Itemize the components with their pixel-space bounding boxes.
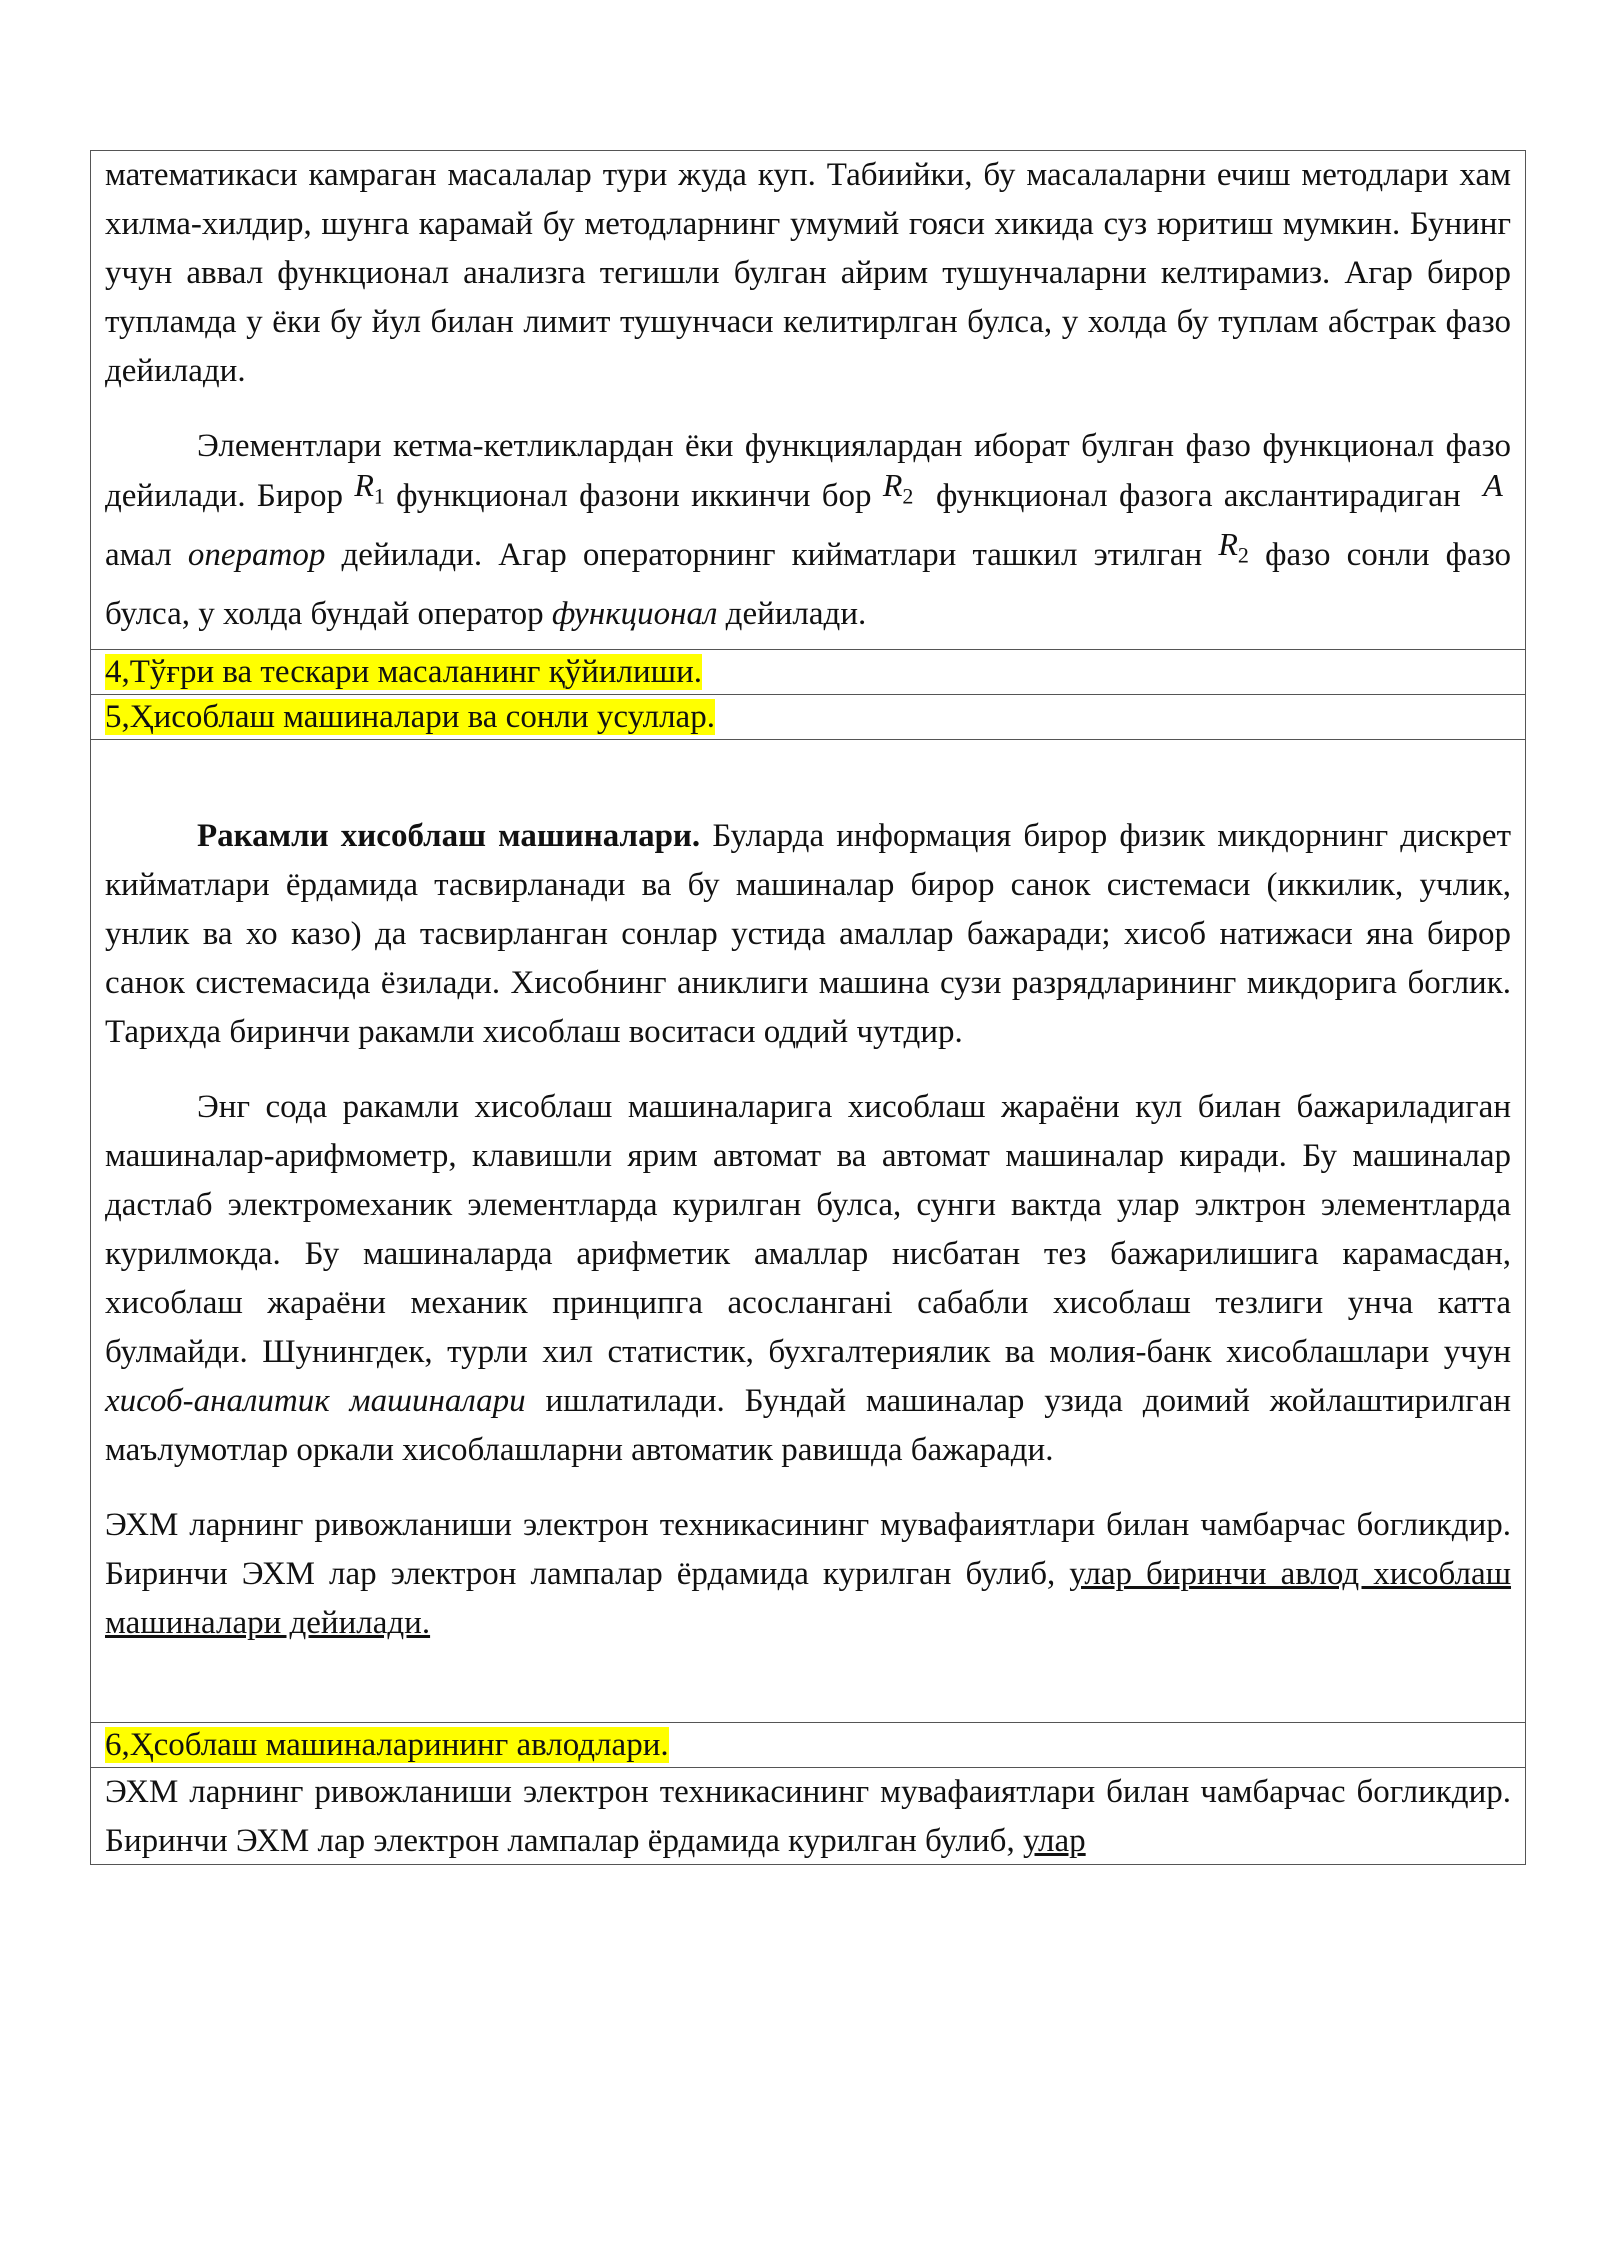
text-span: Элементлари кетма-кетликлардан ёки функциялардан иборат булган фазо функционал фазо дейилади. Бирор [105,428,1511,514]
heading-cell-5 [91,694,1526,739]
paragraph-ehm-generations [105,1768,1511,1864]
underlined-text: улар [1022,1822,1086,1859]
text-span: фазо сонли фазо булса, у холда бундай оператор [105,537,1512,632]
math-a: A [1483,467,1503,503]
math-subscript: 2 [1237,542,1249,568]
text-span: функционал фазога акслантирадиган [936,478,1461,514]
term-digital-machines: Ракамли хисоблаш машиналари. [197,817,701,854]
text-span: ЭХМ ларнинг ривожланиши электрон техникасининг мувафаиятлари билан чамбарчас богликдир. Биринчи ЭХМ лар электрон лампалар ёрдамида курилган булиб, [105,1773,1511,1859]
text-cell-generations [91,1767,1526,1864]
math-r2 [882,467,914,509]
math-subscript: 1 [373,483,385,509]
table-row [91,649,1526,694]
heading-5: 5,Ҳисоблаш машиналари ва сонли усуллар. [105,698,715,735]
text-cell-digital-machines [91,739,1526,1722]
table-row [91,1767,1526,1864]
table-row [91,739,1526,1722]
text-span: Энг сода ракамли хисоблаш машиналарига хисоблаш жараёни кул билан бажариладиган машиналар-арифмометр, клавишли ярим автомат ва автомат машиналар киради. Бу машиналар дастлаб электромеханик элементларда курилган булса, сунги вактда улар элктрон элементларда курилмокда. Бу машиналарда арифметик амаллар нисбатан тез бажарилишига карамасдан, хисоблаш жараёни механик принципга асосланганi сабабли хисоблаш тезлиги унча катта булмайди. Шунингдек, турли хил статистик, бухгалтериялик ва молия-банк хисоблашлари учун [105,1088,1511,1370]
text-span: ишлатилади. Бундай машиналар узида доимий жойлаштирилган маълумотлар оркали хисоблашларни автоматик равишда бажаради. [105,1382,1512,1468]
text-span: амал [105,537,172,574]
math-letter: R [882,467,903,503]
text-span: функционал фазони иккинчи бор [396,478,872,514]
math-r2-second [1218,526,1249,568]
table-row [91,1722,1526,1767]
heading-4: 4,Тўғри ва тескари масаланинг қўйилиши. [105,653,702,690]
text-span: дейилади. Агар операторнинг кийматлари ташкил этилган [341,537,1203,574]
text-span: Буларда информация бирор физик микдорнинг дискрет кийматлари ёрдамида тасвирланади ва бу машиналар бирор санок системаси (иккилик, учлик, унлик ва хо казо) да тасвирланган сонлар устида амаллар бажаради; хисоб натижаси яна бирор санок системасида ёзилади. Хисобнинг аниклиги машина сузи разрядларининг микдорига боглик. Тарихда биринчи ракамли хисоблаш воситаси оддий чутдир. [105,817,1511,1050]
text-cell-operators [91,151,1526,650]
heading-cell-4 [91,649,1526,694]
paragraph-simple-machines [105,1083,1511,1475]
paragraph-ehm-development [105,1501,1511,1648]
paragraph-abstract-space: математикаси камраган масалалар тури жуда куп. Табиийки, бу масалаларни ечиш методлари хам хилма-хилдир, шунга карамай бу методларнинг умумий гояси хикида суз юритиш мумкин. Бунинг учун аввал функционал анализга тегишли булган айрим тушунчаларни келтирамиз. Агар бирор тупламда у ёки бу йул билан лимит тушунчаси келитирлган булса, у холда бу туплам абстрак фазо дейилади. [105,157,1511,389]
math-subscript: 2 [902,483,914,509]
paragraph-functional-space [105,422,1511,639]
cell-clip [105,1768,1511,1864]
term-analytic-machines: хисоб-аналитик машиналари [105,1382,526,1419]
heading-cell-6 [91,1722,1526,1767]
paragraph-digital-machines [105,812,1511,1057]
heading-6: 6,Ҳсоблаш машиналарининг авлодлари. [105,1726,669,1763]
underlined-text: улар биринчи авлод хисоблаш машиналари дейилади. [105,1555,1512,1641]
content-table [90,150,1526,1865]
math-letter: R [1218,526,1238,563]
text-span: дейилади. [725,595,867,632]
text-span: ЭХМ ларнинг ривожланиши электрон техникасининг мувафаиятлари билан чамбарчас богликдир. Биринчи ЭХМ лар электрон лампалар ёрдамида курилган булиб, [105,1506,1511,1592]
table-row [91,151,1526,650]
math-letter: R [354,467,374,503]
term-operator: оператор [187,537,326,574]
math-r1 [354,467,385,509]
term-functional: функционал [551,595,718,632]
table-row [91,694,1526,739]
